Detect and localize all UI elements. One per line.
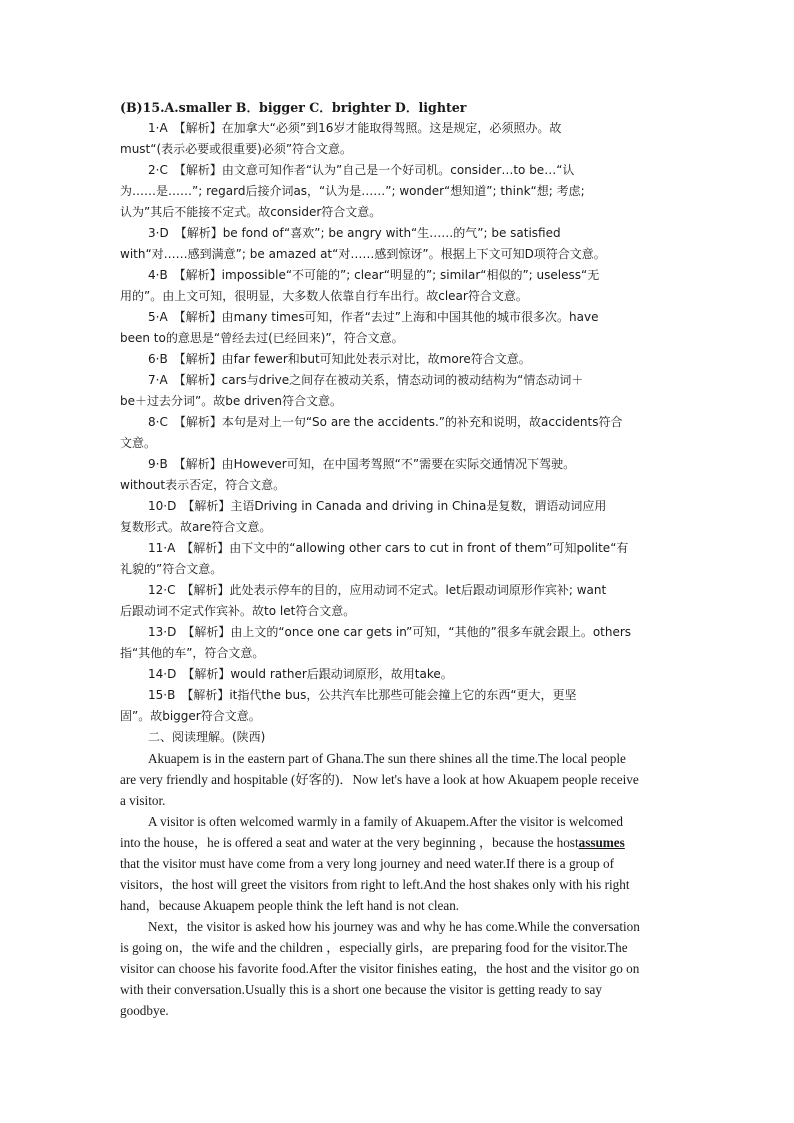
answer-11-line-1: 11·A 【解析】由下文中的“allowing other cars to cut in front of them”可知polite“有 — [148, 541, 629, 555]
answer-5-line-2: been to的意思是“曾经去过(已经回来)”，符合文意。 — [120, 331, 404, 345]
option-line-15: (B)15.A.smaller B．bigger C．brighter D．lighter — [120, 100, 467, 115]
underlined-word-assumes: assumes — [578, 835, 625, 850]
answer-5-line-1: 5·A 【解析】由many times可知，作者“去过”上海和中国其他的城市很多次。have — [148, 310, 599, 324]
answer-13-line-1: 13·D 【解析】由上文的“once one car gets in”可知，“其他的”很多车就会跟上。others — [148, 625, 632, 639]
answer-13-line-2: 指“其他的车”，符合文意。 — [120, 646, 265, 660]
passage-line-3: a visitor. — [120, 793, 166, 808]
passage-line-11: visitor can choose his favorite food.After the visitor finishes eating，the host and the visitor go on — [120, 961, 640, 976]
passage-line-6: that the visitor must have come from a very long journey and need water.If there is a group of — [120, 856, 615, 871]
passage-line-4: A visitor is often welcomed warmly in a family of Akuapem.After the visitor is welcomed — [148, 814, 624, 829]
passage-line-9: Next，the visitor is asked how his journey was and why he has come.While the conversation — [148, 919, 640, 934]
answer-1-line-1: 1·A 【解析】在加拿大“必须”到16岁才能取得驾照。这是规定，必须照办。故 — [148, 121, 562, 135]
answer-15-line-2: 固”。故bigger符合文意。 — [120, 709, 261, 723]
passage-line-7: visitors，the host will greet the visitors from right to left.And the host shakes only with his right — [120, 877, 630, 892]
answer-4-line-1: 4·B 【解析】impossible“不可能的”; clear“明显的”; similar“相似的”; useless“无 — [148, 268, 600, 282]
answer-8-line-1: 8·C 【解析】本句是对上一句“So are the accidents.”的补充和说明，故accidents符合 — [148, 415, 623, 429]
passage-line-13: goodbye. — [120, 1003, 169, 1018]
passage-line-8: hand，because Akuapem people think the left hand is not clean. — [120, 898, 460, 913]
passage-line-5 — [120, 832, 625, 853]
answer-9-line-2: without表示否定，符合文意。 — [120, 478, 286, 492]
passage-line-1: Akuapem is in the eastern part of Ghana.The sun there shines all the time.The local people — [148, 751, 626, 766]
passage-line-5-text: into the house，he is offered a seat and water at the very beginning ，because the host — [120, 835, 579, 850]
answer-11-line-2: 礼貌的”符合文意。 — [120, 562, 223, 576]
answer-3-line-1: 3·D 【解析】be fond of“喜欢”; be angry with“生……的气”; be satisfied — [148, 226, 561, 240]
answer-7-line-1: 7·A 【解析】cars与drive之间存在被动关系，情态动词的被动结构为“情态动词＋ — [148, 373, 584, 387]
passage-line-2: are very friendly and hospitable (好客的)．Now let's have a look at how Akuapem people receive — [120, 772, 639, 787]
answer-10-line-2: 复数形式。故are符合文意。 — [120, 520, 272, 534]
answer-1-line-2: must“(表示必要或很重要)必须”符合文意。 — [120, 142, 353, 156]
answer-7-line-2: be＋过去分词”。故be driven符合文意。 — [120, 394, 343, 408]
answer-4-line-2: 用的”。由上文可知，很明显，大多数人依靠自行车出行。故clear符合文意。 — [120, 289, 528, 303]
answer-8-line-2: 文意。 — [120, 436, 157, 450]
passage-line-10: is going on，the wife and the children ，especially girls，are preparing food for the visitor.The — [120, 940, 628, 955]
answer-3-line-2: with“对……感到满意”; be amazed at“对……感到惊讶”。根据上下文可知D项符合文意。 — [120, 247, 606, 261]
passage-line-12: with their conversation.Usually this is a short one because the visitor is getting ready to say — [120, 982, 602, 997]
answer-2-line-2: 为……是……”; regard后接介词as，“认为是……”; wonder“想知道”; think“想; 考虑; — [120, 184, 585, 198]
answer-2-line-1: 2·C 【解析】由文意可知作者“认为”自己是一个好司机。consider…to be…“认 — [148, 163, 575, 177]
answer-15-line-1: 15·B 【解析】it指代the bus，公共汽车比那些可能会撞上它的东西“更大，更坚 — [148, 688, 577, 702]
answer-10-line-1: 10·D 【解析】主语Driving in Canada and driving in China是复数，谓语动词应用 — [148, 499, 607, 513]
answer-6-line-1: 6·B 【解析】由far fewer和but可知此处表示对比，故more符合文意。 — [148, 352, 531, 366]
answer-2-line-3: 认为”其后不能接不定式。故consider符合文意。 — [120, 205, 382, 219]
answer-9-line-1: 9·B 【解析】由However可知，在中国考驾照“不”需要在实际交通情况下驾驶。 — [148, 457, 576, 471]
section-heading: 二、阅读理解。(陕西) — [148, 730, 266, 744]
answer-12-line-1: 12·C 【解析】此处表示停车的目的，应用动词不定式。let后跟动词原形作宾补; want — [148, 583, 607, 597]
answer-12-line-2: 后跟动词不定式作宾补。故to let符合文意。 — [120, 604, 356, 618]
answer-14-line-1: 14·D 【解析】would rather后跟动词原形，故用take。 — [148, 667, 453, 681]
